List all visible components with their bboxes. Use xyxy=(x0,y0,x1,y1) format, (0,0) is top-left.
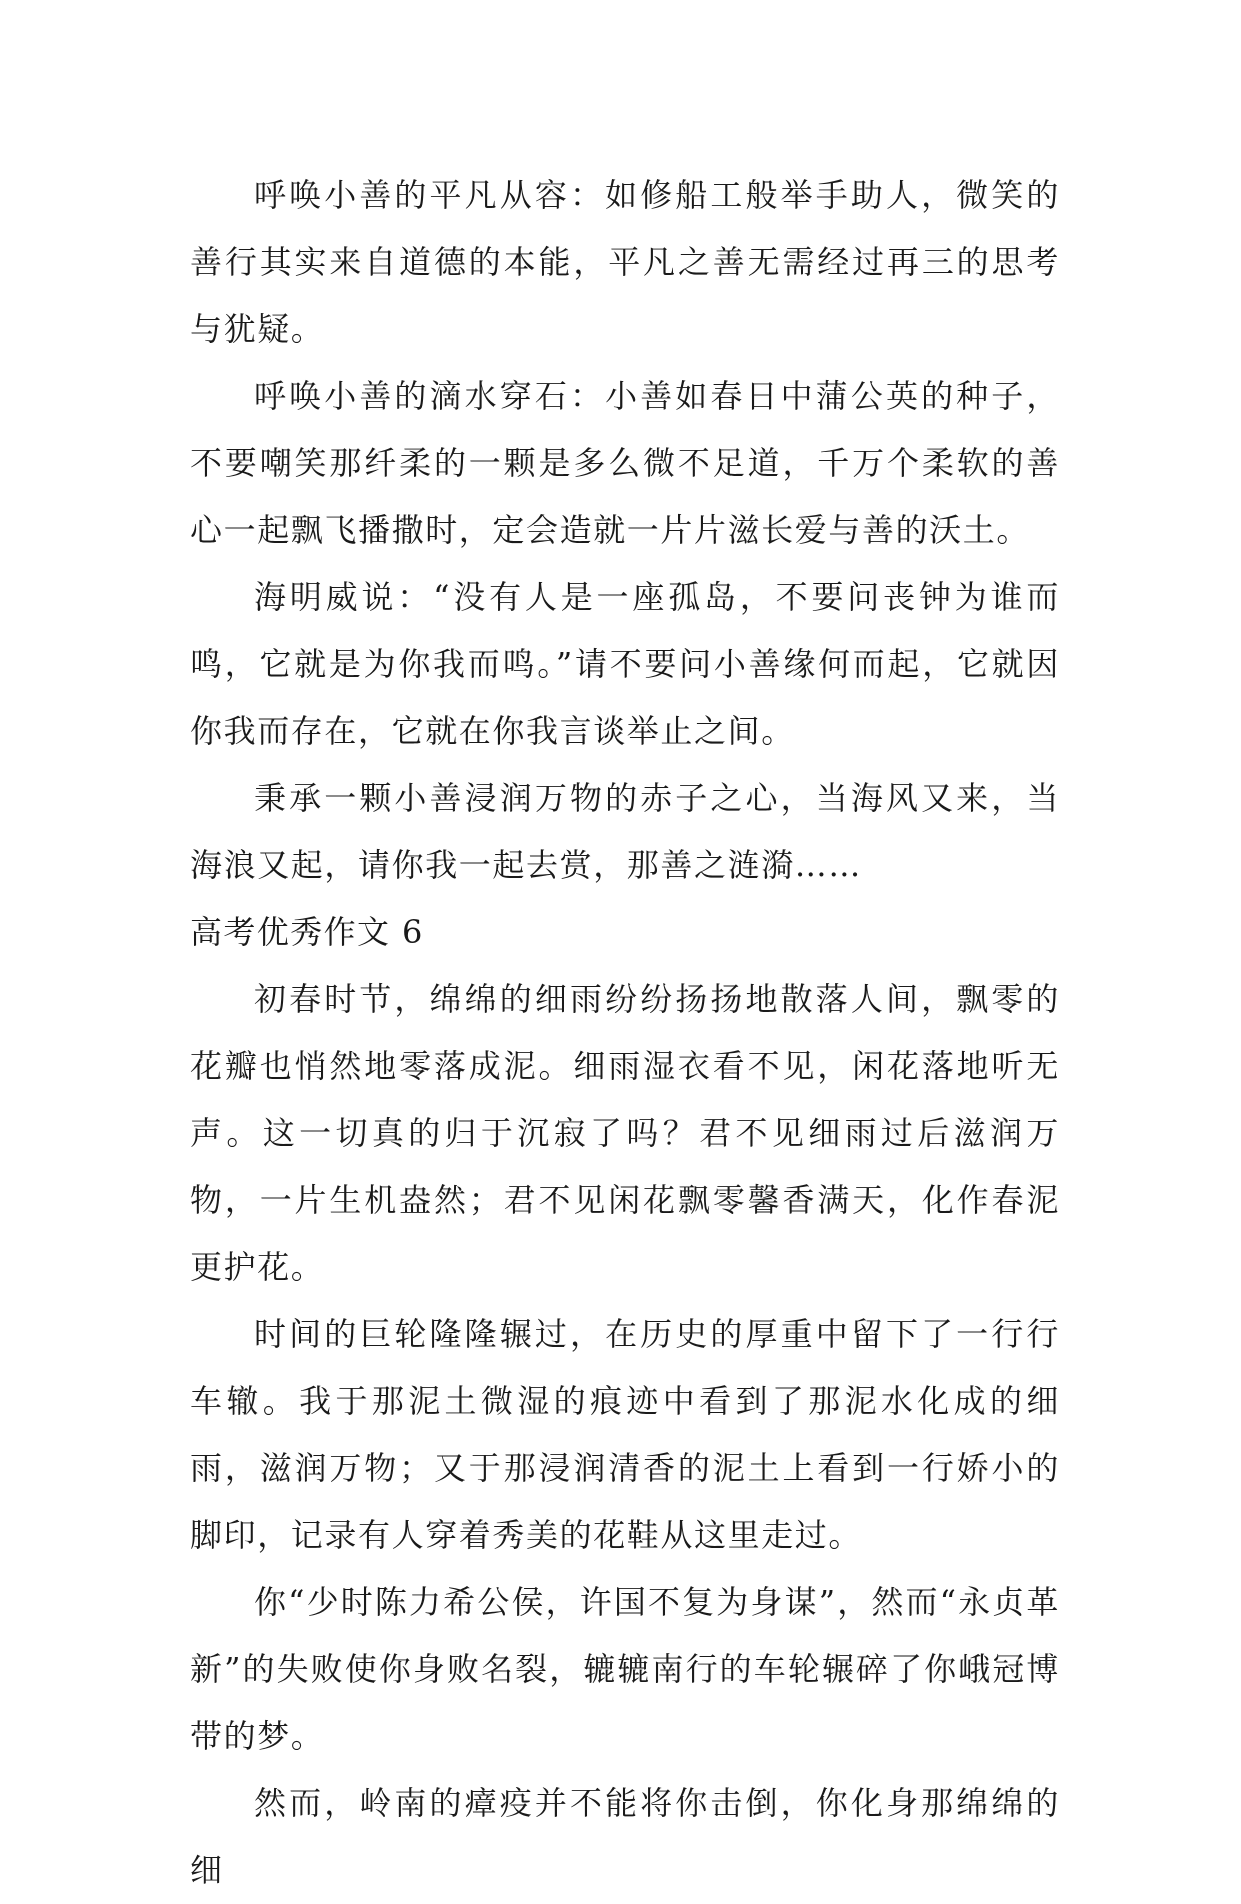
paragraph: 初春时节，绵绵的细雨纷纷扬扬地散落人间，飘零的花瓣也悄然地零落成泥。细雨湿衣看不见，闲花落地听无声。这一切真的归于沉寂了吗？君不见细雨过后滋润万物，一片生机盎然；君不见闲花飘零馨香满天，化作春泥更护花。 xyxy=(190,980,1060,1286)
paragraph: 呼唤小善的滴水穿石：小善如春日中蒲公英的种子，不要嘲笑那纤柔的一颗是多么微不足道，千万个柔软的善心一起飘飞播撒时，定会造就一片片滋长爱与善的沃土。 xyxy=(190,377,1060,549)
paragraph: 你“少时陈力希公侯，许国不复为身谋”，然而“永贞革新”的失败使你身败名裂，辘辘南行的车轮辗碎了你峨冠博带的梦。 xyxy=(190,1583,1060,1755)
section-title: 高考优秀作文 6 xyxy=(190,913,424,951)
paragraph: 时间的巨轮隆隆辗过，在历史的厚重中留下了一行行车辙。我于那泥土微湿的痕迹中看到了那泥水化成的细雨，滋润万物；又于那浸润清香的泥土上看到一行娇小的脚印，记录有人穿着秀美的花鞋从这里走过。 xyxy=(190,1315,1060,1554)
paragraph: 呼唤小善的平凡从容：如修船工般举手助人，微笑的善行其实来自道德的本能，平凡之善无需经过再三的思考与犹疑。 xyxy=(190,176,1060,348)
paragraph: 秉承一颗小善浸润万物的赤子之心，当海风又来，当海浪又起，请你我一起去赏，那善之涟漪…… xyxy=(190,779,1060,884)
paragraph: 然而，岭南的瘴疫并不能将你击倒，你化身那绵绵的细 xyxy=(190,1784,1060,1889)
paragraph: 海明威说：“没有人是一座孤岛，不要问丧钟为谁而鸣，它就是为你我而鸣。”请不要问小善缘何而起，它就因你我而存在，它就在你我言谈举止之间。 xyxy=(190,578,1060,750)
document-body xyxy=(190,162,1060,1904)
